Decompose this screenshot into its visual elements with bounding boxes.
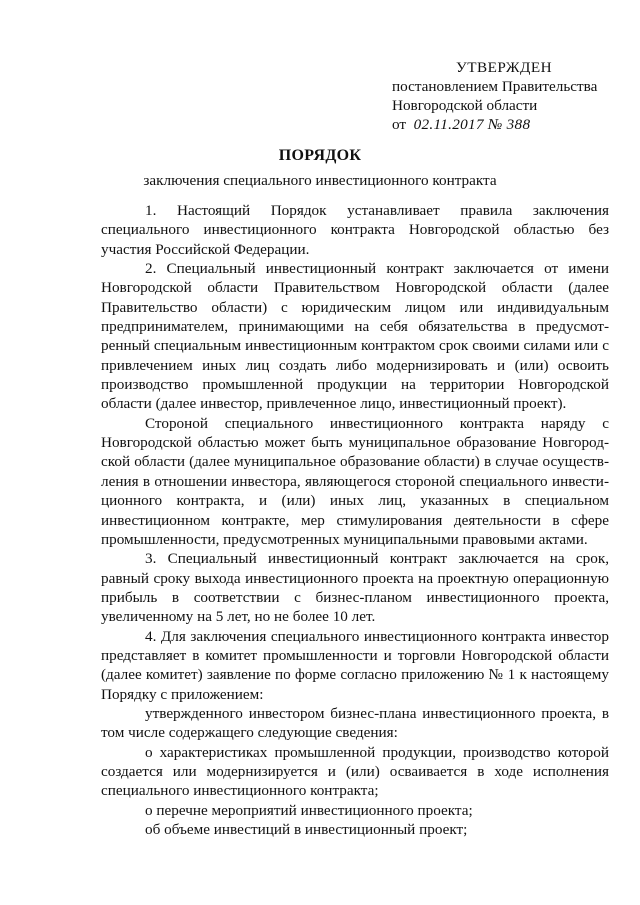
approval-date-prefix: от <box>392 116 407 133</box>
approval-line-2: Новгородской области <box>392 97 538 114</box>
list-item-activities: о перечне мероприятий инвестиционного проекта; <box>145 801 473 819</box>
paragraph-3: 3. Специальный инвестиционный контракт заключается на срок, равный сроку выхода инвестиционного проекта на проектную операционную прибыль в соответствии с бизнес-планом инвестиционного проекта, увеличенному на 5 лет, но не более 10 лет. <box>101 550 609 626</box>
list-item-investment-volume: об объеме инвестиций в инвестиционный проект; <box>145 821 468 838</box>
paragraph-2: 2. Специальный инвестиционный контракт заключается от имени Новгородской области Правительством Новгородской области (далее Правительство области) с юридическим лицом или индивидуальным предпринимателем, принимающими на себя обязательства в предусмотренный специальным инвестиционным контрактом срок своими силами или с привлечением иных лиц создать либо модернизировать и (или) освоить производство промышленной продукции на территории Новгородской области (далее инвестор, привлеченное лицо, инвестиционный проект). <box>101 260 609 413</box>
approval-date-value: 02.11.2017 № 388 <box>413 116 531 133</box>
approval-heading: УТВЕРЖДЕН <box>456 59 553 76</box>
document-body <box>101 201 609 839</box>
paragraph-1: 1. Настоящий Порядок устанавливает правила заключения специального инвестиционного контракта Новгородской областью без участия Российской Федерации. <box>101 202 609 258</box>
paragraph-2-continued: Стороной специального инвестиционного контракта наряду с Новгородской областью может быть муниципальное образование Новгородской области (далее муниципальное образование области) в случае осуществления в отношении инвестора, являющегося стороной специального инвестиционного контракта, и (или) иных лиц, указанных в специальном инвестиционном контракте, мер стимулирования деятельности в сфере промышленности, предусмотренных муниципальными правовыми актами. <box>101 414 609 548</box>
list-item-product-characteristics: о характеристиках промышленной продукции, производство которой создается или модернизируется и (или) осваивается в ходе исполнения специального инвестиционного контракта; <box>101 743 609 800</box>
document-title: ПОРЯДОК <box>278 147 362 164</box>
approval-date <box>392 115 597 134</box>
list-item-business-plan: утвержденного инвестором бизнес-плана инвестиционного проекта, в том числе содержащего следующие сведения: <box>101 704 609 742</box>
approval-block <box>392 58 597 134</box>
approval-line-1: постановлением Правительства <box>392 78 598 95</box>
document-subtitle: заключения специального инвестиционного контракта <box>143 172 497 189</box>
paragraph-4: 4. Для заключения специального инвестиционного контракта инвестор представляет в комитет промышленности и торговли Новгородской области (далее комитет) заявление по форме согласно приложению № 1 к настоящему Порядку с приложением: <box>101 627 609 703</box>
